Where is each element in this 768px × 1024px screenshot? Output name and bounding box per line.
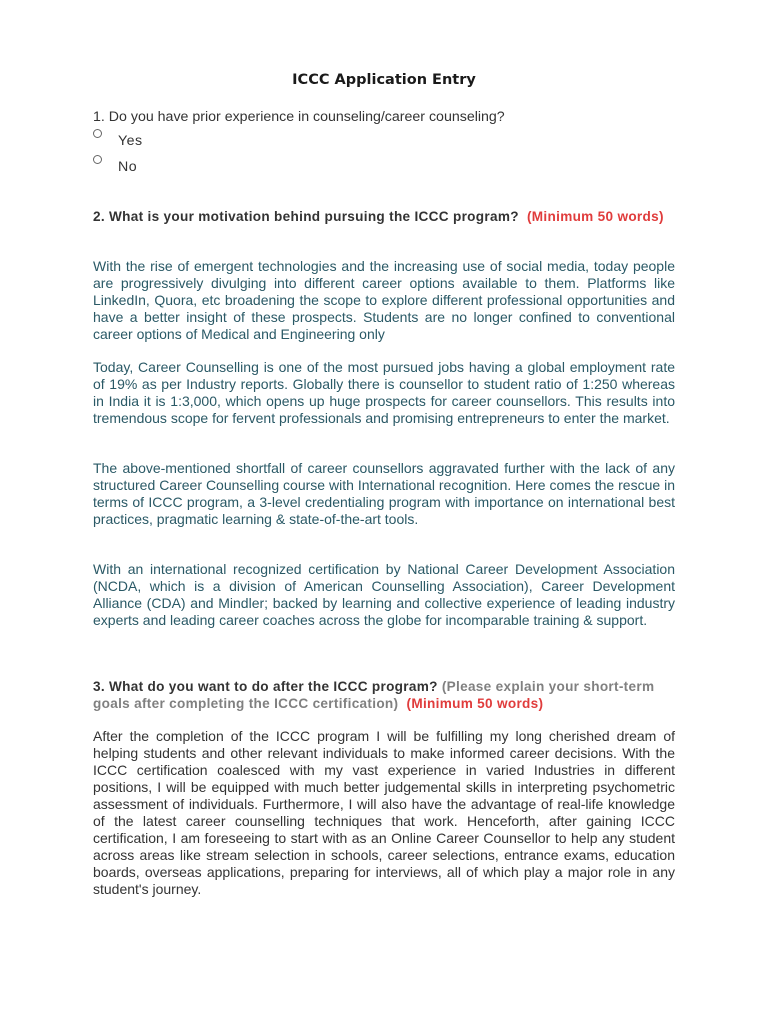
radio-button-icon[interactable] bbox=[93, 129, 102, 138]
question-3-note: (Please explain your short-term goals after completing the ICCC certification) bbox=[93, 679, 655, 711]
question-2-answer-paragraph-1: With the rise of emergent technologies and the increasing use of social media, today people are progressively divulging into different career options available to them. Platforms like LinkedIn, Quora, etc broadening the scope to explore different professional opportunities and have a better insight of these prospects. Students are no longer confined to conventional career options of Medical and Engineering only bbox=[93, 258, 675, 342]
question-2-requirement: (Minimum 50 words) bbox=[526, 209, 664, 224]
question-3-heading bbox=[93, 678, 675, 712]
question-2-answer-paragraph-4: With an international recognized certification by National Career Development Association (NCDA, which is a division of American Counselling Association), Career Development Alliance (CDA) and Mindler; backed by learning and collective experience of leading industry experts and leading career coaches across the globe for incomparable training & support. bbox=[93, 561, 675, 628]
question-2-answer-paragraph-2: Today, Career Counselling is one of the most pursued jobs having a global employment rate of 19% as per Industry reports. Globally there is counsellor to student ratio of 1:250 whereas in India it is 1:3,000, which opens up huge prospects for career counsellors. This results into tremendous scope for fervent professionals and promising entrepreneurs to enter the market. bbox=[93, 359, 675, 426]
option-yes-label: Yes bbox=[118, 133, 143, 149]
option-no[interactable] bbox=[93, 154, 137, 174]
question-2-answer-paragraph-3: The above-mentioned shortfall of career counsellors aggravated further with the lack of any structured Career Counselling course with International recognition. Here comes the rescue in terms of ICCC program, a 3-level credentialing program with importance on international best practices, pragmatic learning & state-of-the-art tools. bbox=[93, 460, 675, 527]
question-2-heading bbox=[93, 208, 675, 225]
question-3-requirement: (Minimum 50 words) bbox=[406, 696, 544, 711]
question-2-text: 2. What is your motivation behind pursuing the ICCC program? bbox=[93, 209, 519, 224]
page-title: ICCC Application Entry bbox=[292, 72, 476, 88]
question-1-text: 1. Do you have prior experience in counseling/career counseling? bbox=[93, 109, 505, 125]
option-no-label: No bbox=[118, 159, 138, 175]
question-3-text: 3. What do you want to do after the ICCC program? bbox=[93, 679, 438, 694]
radio-button-icon[interactable] bbox=[93, 155, 102, 164]
option-yes[interactable] bbox=[93, 128, 143, 148]
question-3-answer: After the completion of the ICCC program I will be fulfilling my long cherished dream of helping students and other relevant individuals to make informed career decisions. With the ICCC certification coalesced with my vast experience in varied Industries in different positions, I will be equipped with much better judgemental skills in interpreting psychometric assessment of individuals. Furthermore, I will also have the advantage of real-life knowledge of the latest career counselling techniques that work. Henceforth, after gaining ICCC certification, I am foreseeing to start with as an Online Career Counsellor to help any student across areas like stream selection in schools, career selections, entrance exams, education boards, overseas applications, preparing for interviews, all of which play a major role in any student's journey. bbox=[93, 728, 675, 897]
